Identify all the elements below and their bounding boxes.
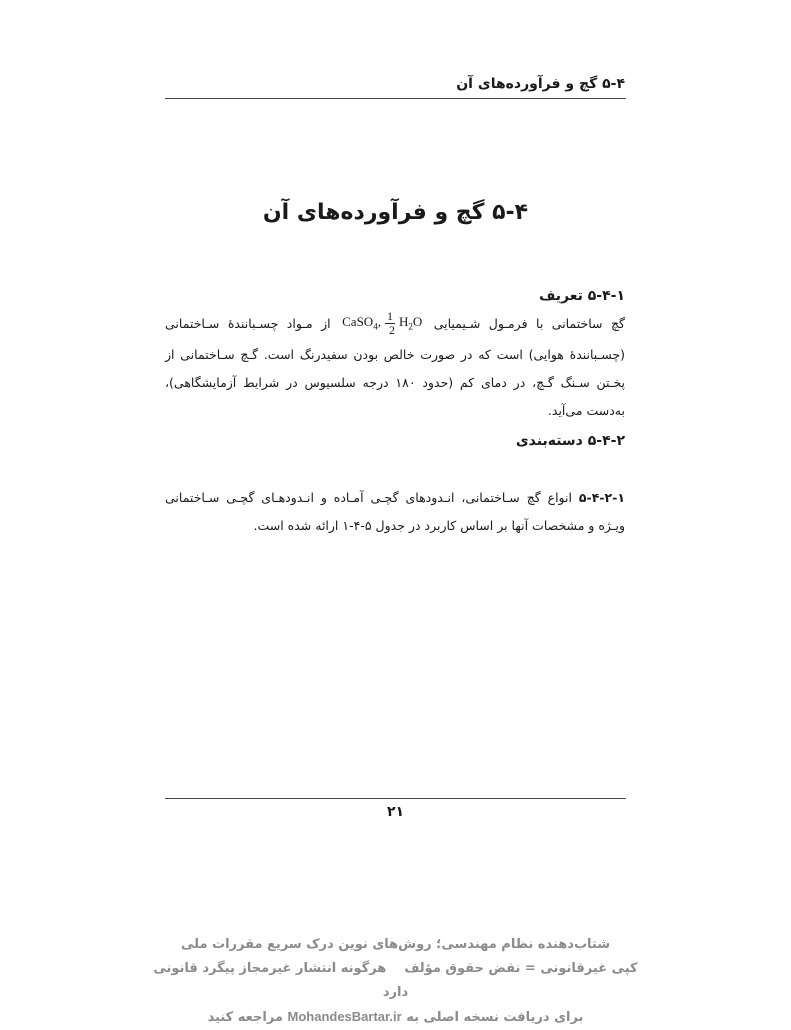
formula-fraction: $\frac{1}{2}$ <box>386 308 395 337</box>
section-heading-definition: ۵-۴-۱ تعریف <box>539 288 625 304</box>
definition-text-rest: از مـواد چسـبانندۀ سـاختمانی (چسـبانندۀ هوایی) است که در صورت خالص بودن سفیدرنگ است. گـچ سـاختمانی از پخـتن سـنگ گـچ، در دمای کم (حدود ۱۸۰ درجه سلسیوس در شرایط آزمایشگاهی)، به‌دست می‌آید. <box>165 315 625 418</box>
definition-text-start: گچ ساختمانی با فرمـول شـیمیایی <box>433 315 625 331</box>
chemical-formula: CaSO$_4$, $\frac{1}{2}$ $H_2O$ <box>342 308 423 337</box>
chapter-title: ۵-۴ گچ و فرآورده‌های آن <box>262 200 529 225</box>
definition-paragraph <box>165 308 625 425</box>
running-header-title: ۵-۴ گچ و فرآورده‌های آن <box>456 76 625 92</box>
types-text: انواع گچ سـاختمانی، انـدودهای گچـی آمـاده و انـدودهـای گچـی سـاختمانی ویـژه و مشخصات آنها بر اساس کاربرد در جدول ۵-۴-۱ ارائه شده است. <box>165 490 625 533</box>
watermark-line-1: شتاب‌دهنده نظام مهندسی؛ روش‌های نوین درک سریع مقررات ملی <box>181 937 610 952</box>
subsection-number: ۵-۴-۲-۱ <box>578 490 625 505</box>
watermark-line-2: کپی غیرقانونی = نقض حقوق مؤلفهرگونه انتشار غیرمجاز پیگرد قانونی دارد <box>153 961 638 1000</box>
watermark-site-link: MohandesBartar.ir <box>287 1009 402 1024</box>
types-paragraph <box>165 484 625 540</box>
header-divider <box>165 98 626 99</box>
section-heading-classification: ۵-۴-۲ دسته‌بندی <box>515 433 625 449</box>
footer-divider <box>165 798 626 799</box>
copyright-watermark <box>150 933 641 1030</box>
watermark-line-3: برای دریافت نسخه اصلی به MohandesBartar.ir مراجعه کنید <box>207 1009 584 1025</box>
page-number: ۲۱ <box>386 804 405 820</box>
